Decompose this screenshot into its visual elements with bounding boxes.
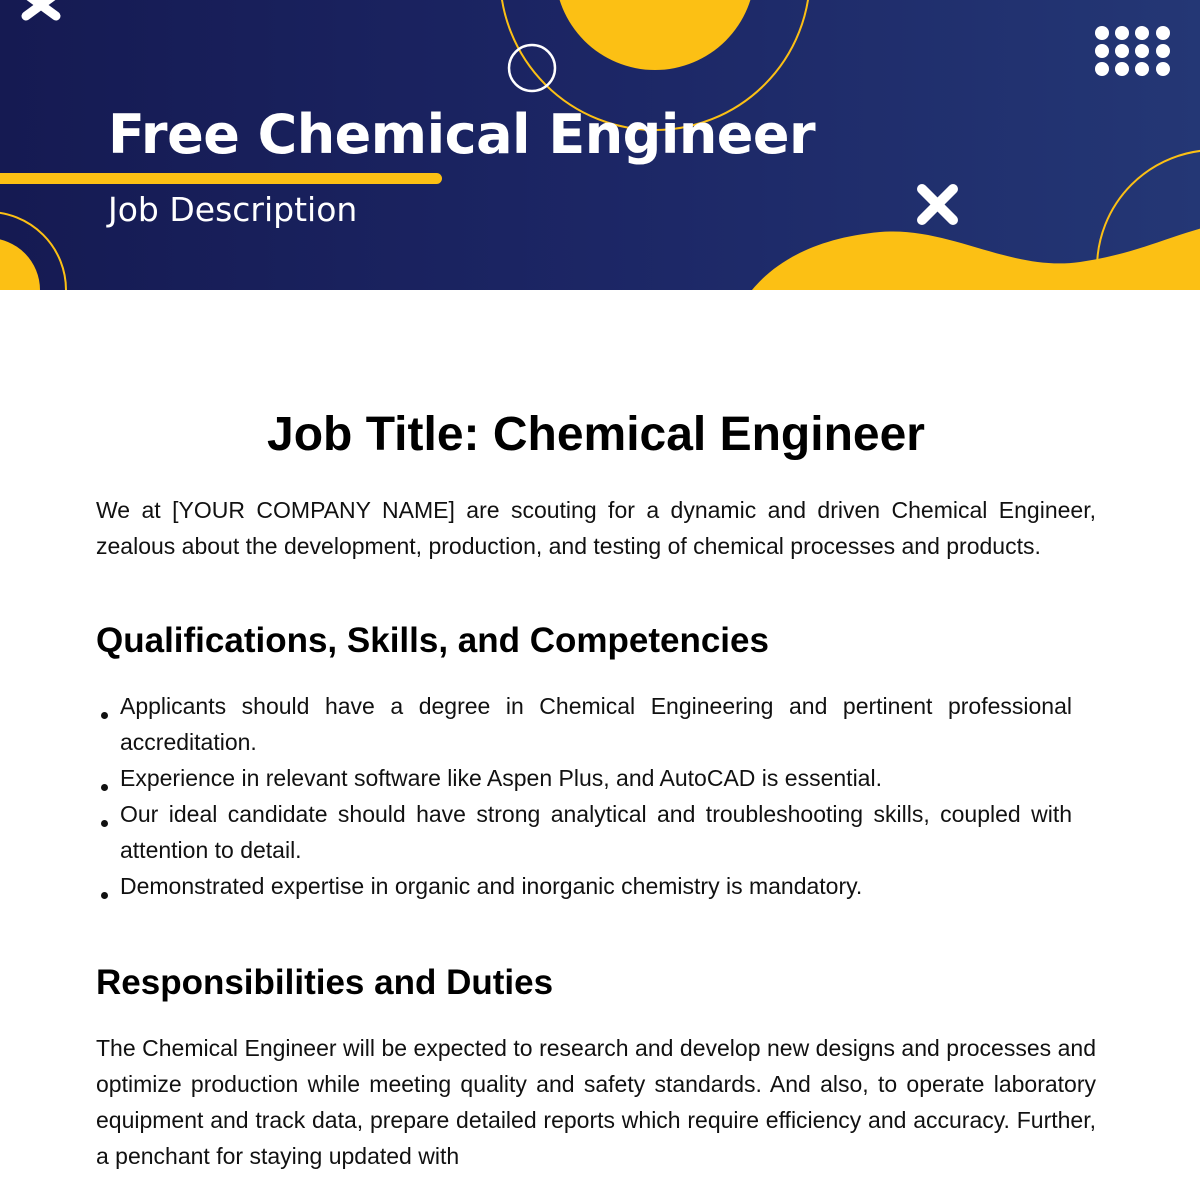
bullet-icon [101,712,108,719]
header-banner [0,0,1200,290]
yellow-underline-bar [0,173,442,184]
responsibilities-heading: Responsibilities and Duties [96,963,554,1002]
list-item-text: Experience in relevant software like Aspen Plus, and AutoCAD is essential. [120,765,882,791]
document-body [96,400,1096,1174]
list-item [96,760,1072,796]
intro-paragraph: We at [YOUR COMPANY NAME] are scouting for a dynamic and driven Chemical Engineer, zealous about the development, production, and testing of chemical processes and products. [96,497,1096,559]
list-item-text: Applicants should have a degree in Chemical Engineering and pertinent professional accreditation. [120,693,1072,755]
yellow-corner-circle [0,238,40,290]
list-item-text: Our ideal candidate should have strong analytical and troubleshooting skills, coupled with attention to detail. [120,801,1072,863]
qualifications-heading: Qualifications, Skills, and Competencies [96,621,769,660]
dot-grid-icon [1095,26,1170,76]
cross-icon-top-left [26,0,56,16]
bullet-icon [101,820,108,827]
bullet-icon [101,784,108,791]
responsibilities-paragraph: The Chemical Engineer will be expected to research and develop new designs and processes and optimize production while meeting quality and safety standards. And also, to operate laboratory equipment and track data, prepare detailed reports which require efficiency and accuracy. Further, a penchant for staying updated with [96,1035,1096,1169]
bullet-icon [101,892,108,899]
cross-icon-right [922,189,953,220]
job-title: Job Title: Chemical Engineer [267,408,925,461]
list-item [96,868,1072,904]
banner-subtitle: Job Description [108,190,358,229]
list-item-text: Demonstrated expertise in organic and inorganic chemistry is mandatory. [120,873,863,899]
yellow-wave-shape [752,226,1200,290]
banner-title: Free Chemical Engineer [108,103,816,166]
yellow-circle-shape [555,0,755,70]
list-item [96,796,1072,868]
list-item [96,688,1072,760]
qualifications-list [96,688,1072,904]
